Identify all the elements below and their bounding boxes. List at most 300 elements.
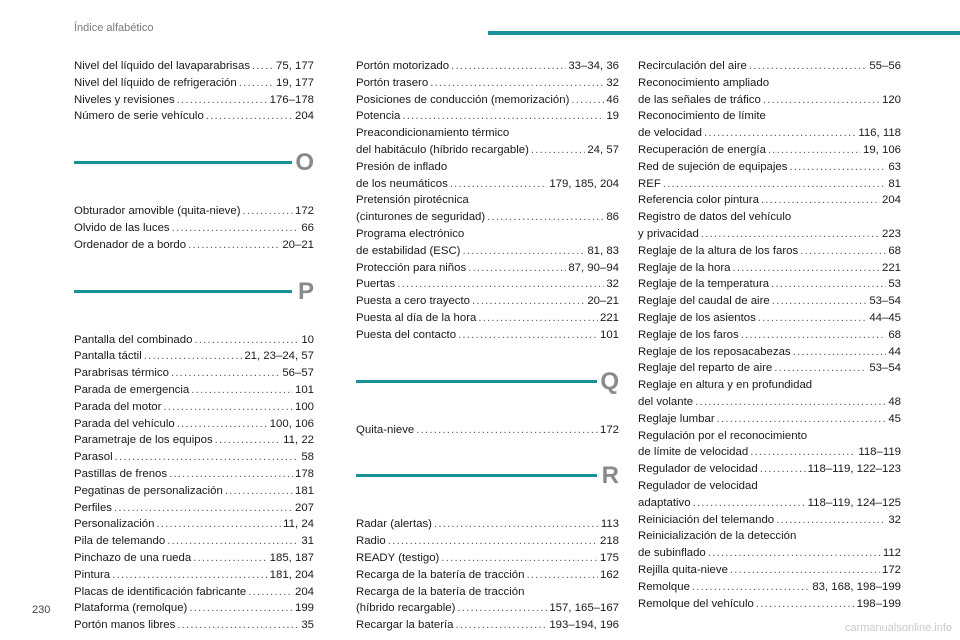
index-entry [74, 533, 314, 550]
leader-dots [388, 533, 598, 550]
leader-dots [800, 243, 886, 260]
entry-label: adaptativo [638, 496, 691, 509]
index-entry [74, 399, 314, 416]
index-entry [74, 237, 314, 254]
index-entry [74, 58, 314, 75]
watermark: carmanualsonline.info [844, 622, 952, 634]
entry-pages: 199 [294, 602, 314, 615]
entry-pages: 113 [600, 518, 619, 531]
index-entry [638, 528, 901, 562]
entry-label: Reglaje de la altura de los faros [638, 244, 799, 257]
entry-pages: 218 [599, 535, 619, 548]
entry-label: Reglaje de los reposacabezas [638, 345, 791, 358]
entries-n [74, 58, 314, 125]
leader-dots [708, 545, 881, 562]
index-entry [74, 516, 314, 533]
entry-label: de las señales de tráfico [638, 93, 761, 106]
entry-pages: 31 [301, 535, 314, 548]
entry-pages: 118–119 [858, 446, 901, 459]
entry-label: Número de serie vehículo [74, 110, 204, 123]
entry-pages: 53–54 [869, 362, 901, 375]
entry-label: Red de sujeción de equipajes [638, 160, 788, 173]
index-entry [638, 478, 901, 512]
leader-dots [239, 75, 274, 92]
index-entry [638, 562, 901, 579]
index-entry [74, 466, 314, 483]
entry-label: Nivel del líquido del lavaparabrisas [74, 60, 251, 72]
entry-pages: 181 [294, 484, 314, 497]
entry-label: Recirculación del aire [638, 60, 747, 72]
index-entry [74, 483, 314, 500]
index-entry [74, 500, 314, 517]
leader-dots [416, 422, 598, 439]
leader-dots [768, 142, 861, 159]
index-entry [74, 432, 314, 449]
index-entry [356, 260, 619, 277]
entry-pages: 116, 118 [858, 127, 901, 140]
entry-label: Perfiles [74, 501, 112, 514]
index-entry [638, 176, 901, 193]
leader-dots [756, 596, 855, 613]
leader-dots [789, 159, 886, 176]
entry-pages: 193–194, 196 [549, 619, 619, 632]
entry-label-line: Registro de datos del vehículo [638, 211, 792, 224]
entry-label: de límite de velocidad [638, 446, 749, 459]
index-entry [74, 203, 314, 220]
index-entry [74, 584, 314, 601]
entry-pages: 46 [606, 93, 619, 106]
entry-label-line: Presión de inflado [356, 160, 448, 173]
leader-dots [704, 125, 856, 142]
header-title: Índice alfabético [74, 22, 154, 34]
index-entry [356, 125, 619, 159]
leader-dots [114, 500, 293, 517]
leader-dots [451, 58, 566, 75]
leader-dots [172, 220, 300, 237]
leader-dots [144, 348, 243, 365]
index-entry [638, 209, 901, 243]
entry-pages: 81, 83 [587, 244, 619, 257]
entry-label: Portón manos libres [74, 619, 176, 632]
leader-dots [177, 617, 299, 634]
index-entry [638, 360, 901, 377]
entry-pages: 87, 90–94 [568, 261, 619, 274]
entry-label: Plataforma (remolque) [74, 602, 188, 615]
entry-label: Recuperación de energía [638, 143, 766, 156]
index-entry [74, 365, 314, 382]
entry-pages: 198–199 [856, 597, 901, 610]
leader-dots [441, 550, 598, 567]
leader-dots [156, 516, 281, 533]
entries-r [356, 516, 619, 634]
entry-label: Puertas [356, 278, 396, 291]
entry-pages: 185, 187 [269, 551, 314, 564]
leader-dots [758, 310, 868, 327]
entry-label: Puesta a cero trayecto [356, 295, 470, 308]
index-entry [356, 226, 619, 260]
leader-dots [730, 562, 880, 579]
entry-label: Parada del vehículo [74, 417, 175, 430]
index-entry [356, 516, 619, 533]
index-entry [74, 567, 314, 584]
leader-dots [112, 567, 268, 584]
entry-pages: 45 [888, 412, 901, 425]
entry-pages: 179, 185, 204 [549, 177, 619, 190]
entry-label: del volante [638, 395, 694, 408]
section-header-o [74, 145, 314, 197]
entry-label: Remolque del vehículo [638, 597, 754, 610]
entry-pages: 172 [599, 423, 619, 436]
page-number: 230 [32, 604, 51, 616]
entry-pages: 172 [881, 563, 901, 576]
entry-pages: 21, 23–24, 57 [244, 350, 314, 363]
entry-label: Protección para niños [356, 261, 467, 274]
leader-dots [531, 142, 585, 159]
leader-dots [456, 617, 548, 634]
entry-label: y privacidad [638, 227, 699, 240]
entry-label: de velocidad [638, 127, 702, 140]
entry-pages: 32 [888, 513, 901, 526]
entry-label: Pantalla del combinado [74, 333, 193, 346]
entry-label: (cinturones de seguridad) [356, 211, 486, 224]
entries-q [356, 422, 619, 439]
leader-dots [771, 276, 886, 293]
index-entry [74, 550, 314, 567]
entry-pages: 86 [606, 211, 619, 224]
index-entry [638, 512, 901, 529]
entry-pages: 48 [888, 395, 901, 408]
section-header-r [356, 458, 619, 510]
leader-dots [772, 293, 868, 310]
section-header-q [356, 364, 619, 416]
entries-p-continued [356, 58, 619, 344]
section-letter: R [601, 462, 619, 490]
index-entry [356, 108, 619, 125]
index-entry [638, 344, 901, 361]
leader-dots [167, 533, 299, 550]
entries-r-continued [638, 58, 901, 612]
leader-dots [163, 399, 293, 416]
entry-pages: 32 [606, 278, 619, 291]
entry-label: Ordenador de a bordo [74, 238, 187, 251]
leader-dots [468, 260, 566, 277]
entry-label: Portón trasero [356, 76, 429, 89]
entry-pages: 81 [888, 177, 901, 190]
leader-dots [741, 327, 887, 344]
entry-label: Pegatinas de personalización [74, 484, 223, 497]
entry-pages: 181, 204 [269, 568, 314, 581]
entry-pages: 101 [599, 328, 619, 341]
leader-dots [193, 550, 267, 567]
entry-pages: 66 [301, 221, 314, 234]
leader-dots [457, 600, 547, 617]
entry-label: Potencia [356, 110, 401, 123]
index-entry [638, 159, 901, 176]
entry-label: Parametraje de los equipos [74, 434, 213, 447]
entry-label-line: Programa electrónico [356, 227, 465, 240]
entry-label: Quita-nieve [356, 423, 415, 436]
index-entry [638, 596, 901, 613]
section-rule [356, 474, 597, 477]
leader-dots [774, 360, 867, 377]
leader-dots [206, 108, 293, 125]
index-entry [74, 449, 314, 466]
entry-label: Rejilla quita-nieve [638, 563, 728, 576]
entry-label: Reglaje de la hora [638, 261, 731, 274]
index-entry [638, 260, 901, 277]
entry-pages: 175 [599, 551, 619, 564]
entry-label: Pintura [74, 568, 111, 581]
index-column-2 [356, 58, 619, 634]
section-header-p [74, 274, 314, 326]
entry-label: Pantalla táctil [74, 350, 142, 363]
leader-dots [171, 365, 280, 382]
entry-label: Reglaje de los faros [638, 328, 739, 341]
leader-dots [526, 567, 598, 584]
leader-dots [169, 466, 293, 483]
leader-dots [458, 327, 598, 344]
index-entry [356, 92, 619, 109]
index-entry [74, 600, 314, 617]
index-entry [638, 75, 901, 109]
entry-label: REF [638, 177, 661, 190]
leader-dots [462, 243, 585, 260]
leader-dots [701, 226, 880, 243]
index-entry [356, 567, 619, 584]
entries-o [74, 203, 314, 253]
entry-label: Nivel del líquido de refrigeración [74, 76, 237, 89]
entry-label: Parabrisas térmico [74, 367, 169, 380]
index-entry [356, 550, 619, 567]
entry-pages: 223 [881, 227, 901, 240]
leader-dots [487, 209, 604, 226]
entry-pages: 176–178 [269, 93, 314, 106]
entry-pages: 11, 24 [283, 518, 314, 531]
leader-dots [732, 260, 880, 277]
index-entry [74, 220, 314, 237]
entry-pages: 221 [881, 261, 901, 274]
leader-dots [402, 108, 604, 125]
entry-pages: 172 [294, 205, 314, 218]
index-entry [638, 411, 901, 428]
entry-label: Puesta del contacto [356, 328, 457, 341]
leader-dots [761, 192, 880, 209]
entry-label: Obturador amovible (quita-nieve) [74, 205, 241, 218]
entry-pages: 120 [881, 93, 901, 106]
index-entry [74, 382, 314, 399]
leader-dots [430, 75, 604, 92]
index-entry [74, 108, 314, 125]
index-entry [638, 310, 901, 327]
entry-label-line: Regulación por el reconocimiento [638, 429, 808, 442]
entry-label-line: Reglaje en altura y en profundidad [638, 379, 813, 392]
leader-dots [397, 276, 604, 293]
entry-pages: 20–21 [282, 238, 314, 251]
index-entry [638, 108, 901, 142]
leader-dots [177, 92, 268, 109]
entry-label: de los neumáticos [356, 177, 448, 190]
index-column-3 [638, 58, 901, 612]
index-entry [356, 422, 619, 439]
leader-dots [177, 416, 268, 433]
entry-label: Reiniciación del telemando [638, 513, 775, 526]
entry-label: Puesta al día de la hora [356, 311, 477, 324]
entry-label: de estabilidad (ESC) [356, 244, 461, 257]
leader-dots [191, 382, 293, 399]
entry-pages: 44 [888, 345, 901, 358]
index-entry [638, 192, 901, 209]
entry-pages: 101 [294, 383, 314, 396]
index-entry [356, 58, 619, 75]
index-entry [638, 428, 901, 462]
index-entry [638, 58, 901, 75]
entry-pages: 157, 165–167 [549, 602, 619, 615]
index-entry [74, 416, 314, 433]
leader-dots [760, 461, 806, 478]
leader-dots [478, 310, 598, 327]
index-entry [356, 617, 619, 634]
entry-pages: 207 [294, 501, 314, 514]
entry-label: Radar (alertas) [356, 518, 432, 531]
entry-pages: 68 [888, 328, 901, 341]
entry-label: Parada de emergencia [74, 383, 190, 396]
leader-dots [115, 449, 300, 466]
index-column-1 [74, 58, 314, 634]
index-entry [638, 276, 901, 293]
entry-label: Pila de telemando [74, 535, 166, 548]
entry-label: del habitáculo (híbrido recargable) [356, 143, 529, 156]
leader-dots [695, 394, 886, 411]
index-entry [356, 75, 619, 92]
entry-label: Pinchazo de una rueda [74, 551, 192, 564]
entry-label: Reglaje lumbar [638, 412, 715, 425]
entry-label: Recargar la batería [356, 619, 454, 632]
entry-pages: 118–119, 124–125 [807, 496, 901, 509]
entry-pages: 162 [599, 568, 619, 581]
leader-dots [189, 600, 293, 617]
leader-dots [450, 176, 548, 193]
leader-dots [252, 58, 274, 75]
index-entry [74, 75, 314, 92]
entry-pages: 53 [888, 278, 901, 291]
entry-label: Posiciones de conducción (memorización) [356, 93, 570, 106]
leader-dots [793, 344, 887, 361]
entry-label: Reglaje de la temperatura [638, 278, 770, 291]
entry-pages: 100 [294, 400, 314, 413]
entry-label: Portón motorizado [356, 60, 450, 72]
entry-pages: 118–119, 122–123 [807, 463, 901, 476]
header-accent-bar [488, 31, 960, 35]
entry-label: Reglaje de los asientos [638, 311, 756, 324]
entry-label: Radio [356, 535, 386, 548]
entry-pages: 19 [606, 110, 619, 123]
entry-pages: 204 [294, 585, 314, 598]
entry-pages: 33–34, 36 [568, 60, 619, 72]
entry-pages: 83, 168, 198–199 [812, 580, 901, 593]
leader-dots [776, 512, 886, 529]
index-entry [638, 142, 901, 159]
index-entry [638, 327, 901, 344]
leader-dots [434, 516, 599, 533]
entry-label-line: Preacondicionamiento térmico [356, 127, 510, 140]
entry-pages: 53–54 [869, 295, 901, 308]
index-entry [356, 327, 619, 344]
section-rule [74, 290, 292, 293]
entry-pages: 100, 106 [269, 417, 314, 430]
entry-pages: 63 [888, 160, 901, 173]
index-entry [356, 192, 619, 226]
section-letter: Q [600, 367, 619, 395]
entry-pages: 32 [606, 76, 619, 89]
entry-pages: 204 [881, 194, 901, 207]
index-entry [74, 348, 314, 365]
entry-pages: 178 [294, 467, 314, 480]
entry-pages: 204 [294, 110, 314, 123]
entry-label: Placas de identificación fabricante [74, 585, 247, 598]
leader-dots [763, 92, 880, 109]
entry-label-line: Reconocimiento ampliado [638, 76, 770, 89]
entry-label: READY (testigo) [356, 551, 440, 564]
leader-dots [225, 483, 293, 500]
section-letter: P [297, 277, 314, 305]
leader-dots [750, 444, 856, 461]
entry-label: Reglaje del reparto de aire [638, 362, 773, 375]
index-entry [638, 377, 901, 411]
leader-dots [571, 92, 604, 109]
section-rule [356, 380, 597, 383]
entry-label: Reglaje del caudal de aire [638, 295, 770, 308]
leader-dots [194, 332, 299, 349]
entry-label: Regulador de velocidad [638, 463, 758, 476]
leader-dots [663, 176, 887, 193]
entries-p [74, 332, 314, 634]
entry-label: Recarga de la batería de tracción [356, 568, 525, 581]
index-entry [74, 92, 314, 109]
entry-pages: 58 [301, 451, 314, 464]
entry-pages: 44–45 [869, 311, 901, 324]
entry-pages: 10 [301, 333, 314, 346]
leader-dots [693, 495, 806, 512]
leader-dots [717, 411, 887, 428]
entry-pages: 55–56 [869, 60, 901, 72]
entry-pages: 112 [882, 547, 901, 560]
index-entry [74, 617, 314, 634]
entry-pages: 24, 57 [587, 143, 619, 156]
entry-label: (híbrido recargable) [356, 602, 456, 615]
index-entry [638, 461, 901, 478]
entry-label-line: Recarga de la batería de tracción [356, 585, 525, 598]
index-entry [356, 159, 619, 193]
index-entry [638, 243, 901, 260]
entry-label-line: Pretensión pirotécnica [356, 194, 469, 207]
leader-dots [692, 579, 810, 596]
index-entry [638, 579, 901, 596]
entry-label: Pastillas de frenos [74, 467, 168, 480]
entry-pages: 221 [599, 311, 619, 324]
entry-label-line: Reinicialización de la detección [638, 530, 797, 543]
entry-pages: 11, 22 [283, 434, 314, 447]
section-rule [74, 161, 292, 164]
entry-label: Referencia color pintura [638, 194, 759, 207]
index-entry [74, 332, 314, 349]
entry-label: Remolque [638, 580, 690, 593]
entry-pages: 19, 177 [275, 76, 314, 89]
entry-pages: 20–21 [587, 295, 619, 308]
leader-dots [472, 293, 585, 310]
leader-dots [215, 432, 282, 449]
leader-dots [188, 237, 280, 254]
entry-pages: 68 [888, 244, 901, 257]
